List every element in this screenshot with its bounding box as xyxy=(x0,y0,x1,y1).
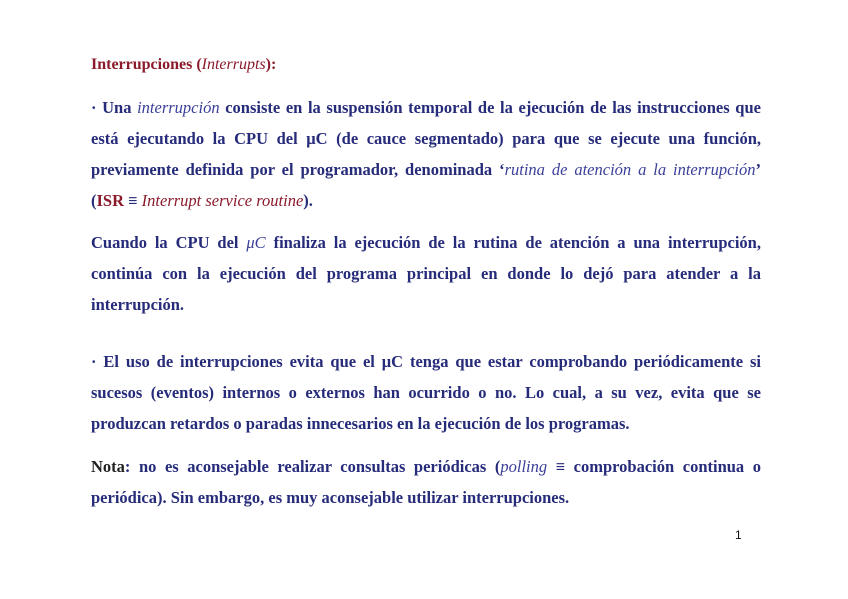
paragraph-interrupt-advantage: · El uso de interrupciones evita que el μC tenga que estar comprobando periódicamente si sucesos (eventos) internos o externos han ocurrido o no. Lo cual, a su vez, evita que se produzcan retardos o paradas innecesarios en la ejecución de los programas. xyxy=(91,352,761,433)
paragraph-note-polling: Nota: no es aconsejable realizar consultas periódicas (polling ≡ comprobación continua o periódica). Sin embargo, es muy aconsejable utilizar interrupciones. xyxy=(91,457,761,507)
paragraph-interrupt-definition: · Una interrupción consiste en la suspensión temporal de la ejecución de las instrucciones que está ejecutando la CPU del μC (de cauce segmentado) para que se ejecute una función, previamente definida por el programador, denominada ‘rutina de atención a la interrupción’ (ISR ≡ Interrupt service routine). xyxy=(91,98,761,210)
slide-title: Interrupciones (Interrupts): xyxy=(91,56,277,73)
page-number: 1 xyxy=(735,528,742,542)
paragraph-return-from-isr: Cuando la CPU del μC finaliza la ejecución de la rutina de atención a una interrupción, continúa con la ejecución del programa principal en donde lo dejó para atender a la interrupción. xyxy=(91,233,761,314)
